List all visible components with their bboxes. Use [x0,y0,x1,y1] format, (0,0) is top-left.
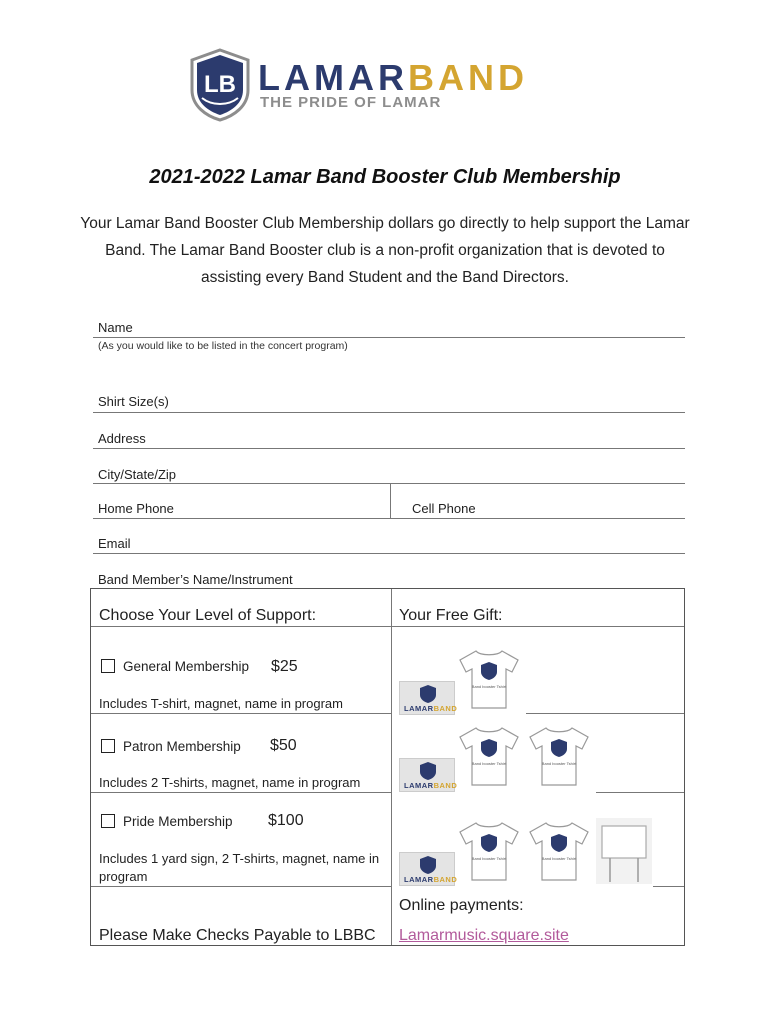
yard-sign-image [596,818,652,884]
magnet-wordmark: LAMARBAND [404,875,458,884]
table-row-divider [653,886,684,887]
address-label: Address [98,431,146,446]
table-column-divider [391,589,392,945]
address-field-line[interactable] [93,448,685,449]
magnet-image [399,852,458,886]
online-payments-label: Online payments: [399,897,524,914]
city-state-zip-label: City/State/Zip [98,467,177,482]
tshirt-image [526,725,592,787]
pride-membership-checkbox[interactable] [101,814,115,828]
table-row-divider [526,713,684,714]
shirt-size-field-line[interactable] [93,412,685,413]
email-label: Email [98,536,131,551]
tshirt-image [526,820,592,882]
svg-text:Band booster Tshirt: Band booster Tshirt [541,856,577,861]
page-title: 2021-2022 Lamar Band Booster Club Membership [149,166,621,188]
lamar-band-logo [188,48,568,122]
city-state-zip-field-line[interactable] [93,483,685,484]
name-label: Name [98,320,133,335]
table-row-divider [91,713,391,714]
table-row-divider [596,792,684,793]
magnet-wordmark: LAMARBAND [404,704,458,713]
mini-shield-icon [420,856,436,874]
intro-paragraph: Your Lamar Band Booster Club Membership dollars go directly to help support the Lamar Band. The Lamar Band Booster club is a non-profit organization that is devoted to assisting every Band Student and the Band Directors. [80,215,690,286]
free-gift-header: Your Free Gift: [399,607,503,624]
table-row-divider [91,626,684,627]
pride-membership-option[interactable]: Pride Membership [101,814,233,829]
shirt-size-label: Shirt Size(s) [98,394,169,409]
patron-membership-includes: Includes 2 T-shirts, magnet, name in program [99,775,361,790]
support-level-table [90,588,685,946]
tshirt-image [456,820,522,882]
general-membership-includes: Includes T-shirt, magnet, name in program [99,696,343,711]
svg-text:Band booster Tshirt: Band booster Tshirt [471,684,507,689]
online-payment-link[interactable]: Lamarmusic.square.site [399,927,569,944]
mini-shield-icon [420,762,436,780]
support-level-header: Choose Your Level of Support: [99,607,317,624]
magnet-image [399,681,458,715]
svg-text:LB: LB [204,71,236,98]
pride-membership-includes: Includes 1 yard sign, 2 T-shirts, magnet, name in program [99,851,380,884]
svg-text:Band booster Tshirt: Band booster Tshirt [541,761,577,766]
logo-wordmark: LAMARBAND [258,57,528,98]
general-membership-checkbox[interactable] [101,659,115,673]
logo-tagline: THE PRIDE OF LAMAR [260,94,442,111]
magnet-image [399,758,458,792]
table-row-divider [91,886,391,887]
mini-shield-icon [420,685,436,703]
pride-membership-price: $100 [268,812,304,829]
patron-membership-checkbox[interactable] [101,739,115,753]
email-field-line[interactable] [93,553,685,554]
magnet-wordmark: LAMARBAND [404,781,458,790]
table-row-divider [91,792,391,793]
cell-phone-label: Cell Phone [412,501,476,516]
home-phone-label: Home Phone [98,501,174,516]
patron-membership-price: $50 [270,737,297,754]
band-member-label: Band Member’s Name/Instrument [98,572,293,587]
phone-field-line[interactable] [93,518,685,519]
patron-membership-option[interactable]: Patron Membership [101,739,241,754]
shield-logo-icon [188,48,252,122]
name-field-line[interactable] [93,337,685,338]
tshirt-image [456,725,522,787]
phone-divider [390,484,391,518]
general-membership-price: $25 [271,658,298,675]
tshirt-image [456,648,522,710]
svg-text:Band booster Tshirt: Band booster Tshirt [471,761,507,766]
general-membership-option[interactable]: General Membership [101,659,249,674]
checks-payable-text: Please Make Checks Payable to LBBC [99,927,376,944]
svg-text:Band booster Tshirt: Band booster Tshirt [471,856,507,861]
name-note: (As you would like to be listed in the concert program) [98,340,348,352]
